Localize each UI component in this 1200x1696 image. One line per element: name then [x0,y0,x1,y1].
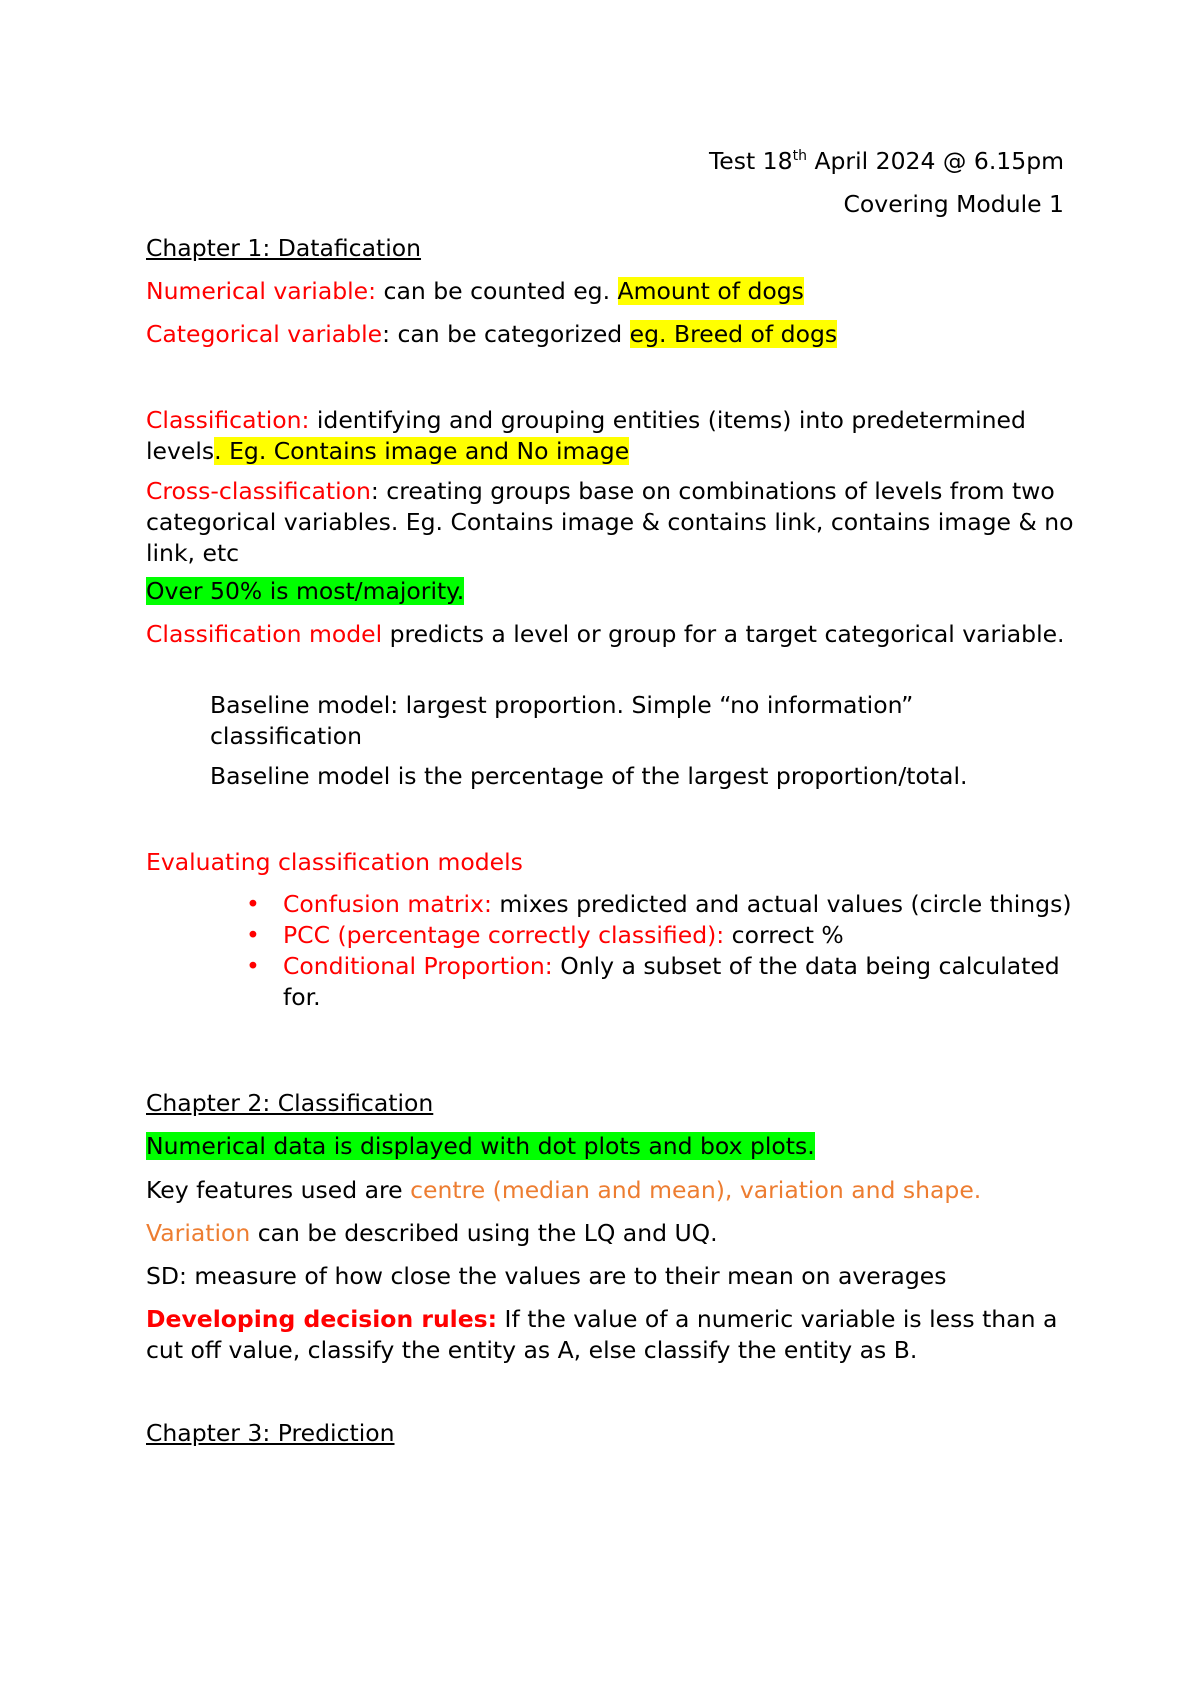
list-item [146,951,1076,1013]
conditional-proportion-term: Conditional Proportion: [283,952,553,980]
classification-term: Classification: [146,406,310,434]
numerical-variable-text: can be counted eg. [376,277,618,305]
majority-line [146,576,464,607]
categorical-variable-line [146,319,837,350]
key-features-prefix: Key features used are [146,1176,411,1204]
classification-model-term: Classification model [146,620,383,648]
decision-rules-text: If the value of a numeric variable is less than a cut off value, classify the entity as A, else classify the entity as B. [146,1305,1058,1364]
decision-rules-paragraph [146,1304,1076,1366]
variation-term: Variation [146,1219,251,1247]
list-item [146,920,1076,951]
covering-module-line: Covering Module 1 [843,190,1064,218]
classification-model-text: predicts a level or group for a target categorical variable. [382,620,1065,648]
confusion-matrix-text: mixes predicted and actual values (circle things) [491,890,1072,918]
cross-classification-term: Cross-classification [146,477,371,505]
numerical-variable-term: Numerical variable: [146,277,377,305]
key-features-line [146,1175,981,1206]
chapter-1-heading: Chapter 1: Datafication [146,234,422,262]
baseline-model-paragraph-1: Baseline model: largest proportion. Simple “no information” classification [210,691,914,750]
confusion-matrix-term: Confusion matrix: [283,890,492,918]
test-date-prefix: Test 18 [708,147,793,175]
bullet-glyph: • [246,952,260,980]
decision-rules-term: Developing decision rules: [146,1305,498,1333]
test-date-suffix: April 2024 @ 6.15pm [806,147,1064,175]
pcc-term: PCC (percentage correctly classified): [283,921,725,949]
baseline-model-paragraph-2: Baseline model is the percentage of the largest proportion/total. [210,762,968,790]
key-features-term: centre (median and mean), variation and shape. [410,1176,982,1204]
test-date-superscript: th [792,148,807,165]
evaluating-models-heading: Evaluating classification models [146,848,523,876]
classification-model-paragraph [146,619,1076,650]
numerical-variable-example: Amount of dogs [617,277,804,305]
classification-text: identifying and grouping entities (items) into predetermined levels [146,406,1026,465]
cross-classification-text: : creating groups base on combinations of levels from two categorical variables. Eg. Contains image & contains link, contains image & no link, etc [146,477,1074,567]
categorical-variable-term: Categorical variable [146,320,383,348]
majority-text: Over 50% is most/majority. [146,577,465,605]
categorical-variable-text: : can be categorized [382,320,630,348]
bullet-glyph: • [246,890,260,918]
test-date-line [709,146,1064,177]
conditional-proportion-text: Only a subset of the data being calculated for. [283,952,1060,1011]
variation-line [146,1218,718,1249]
classification-paragraph [146,405,1076,467]
chapter-3-heading: Chapter 3: Prediction [146,1419,395,1447]
numerical-display-line [146,1131,815,1162]
numerical-variable-line [146,276,804,307]
numerical-display-text: Numerical data is displayed with dot plots and box plots. [146,1132,815,1160]
chapter-2-heading: Chapter 2: Classification [146,1089,434,1117]
variation-text: can be described using the LQ and UQ. [250,1219,718,1247]
bullet-glyph: • [246,921,260,949]
cross-classification-paragraph [146,476,1076,569]
pcc-text: correct % [724,921,844,949]
classification-example: . Eg. Contains image and No image [214,437,630,465]
standard-deviation-line: SD: measure of how close the values are to their mean on averages [146,1262,947,1290]
list-item [146,889,1076,920]
evaluation-bullet-list [146,889,1076,1013]
categorical-variable-example: eg. Breed of dogs [629,320,838,348]
